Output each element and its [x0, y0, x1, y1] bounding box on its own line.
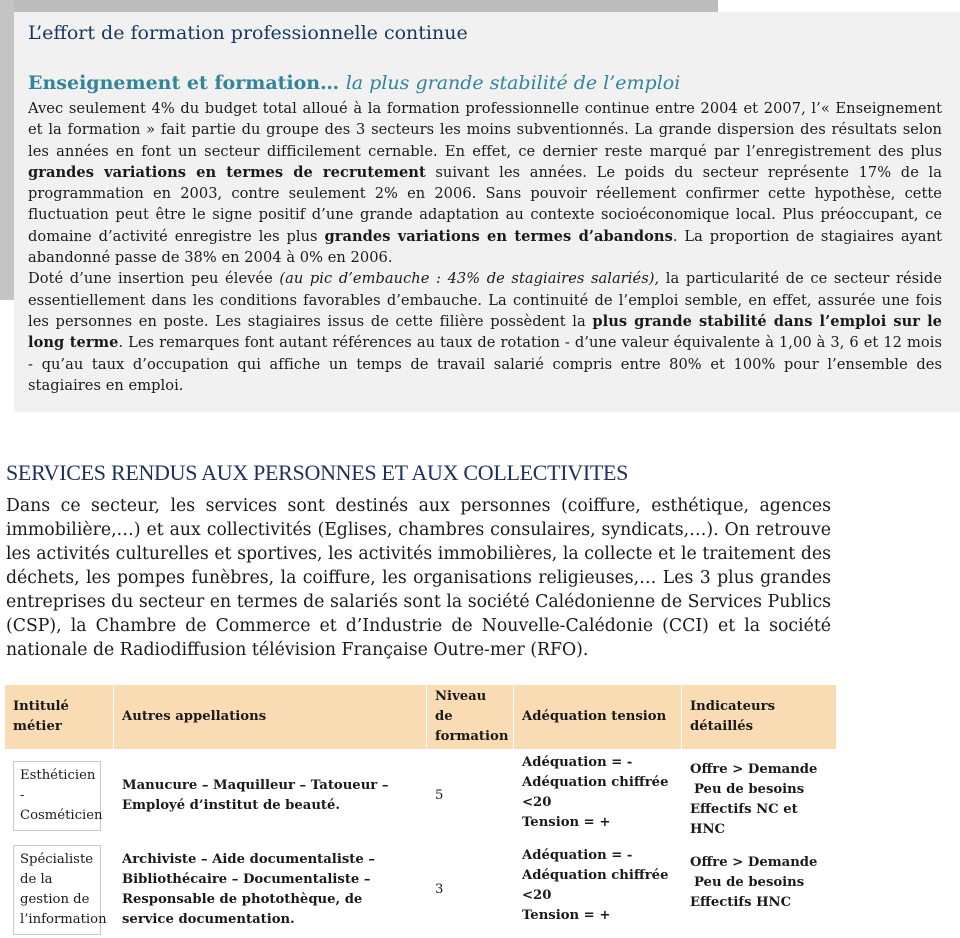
box-paragraph-2 [28, 268, 942, 396]
section-title: SERVICES RENDUS AUX PERSONNES ET AUX COLLECTIVITES [6, 460, 629, 485]
section-paragraph: Dans ce secteur, les services sont destinés aux personnes (coiffure, esthétique, agences immobilière,…) et aux collectivités (Eglises, chambres consulaires, syndicats,…). On retrouve les activités culturelles et sportives, les activités immobilières, la collecte et le traitement des déchets, les pompes funèbres, la coiffure, les organisations religieuses,… Les 3 plus grandes entreprises du secteur en termes de salariés sont la société Calédonienne de Services Publics (CSP), la Chambre de Commerce et d’Industrie de Nouvelle-Calédonie (CCI) et la société nationale de Radiodiffusion télévision Française Outre-mer (RFO). [6, 496, 831, 660]
box-subtitle [28, 70, 942, 96]
cell-niveau: 3 [427, 843, 514, 938]
besoins-line: Peu de besoins [694, 782, 805, 797]
table-row [5, 750, 837, 843]
subtitle-italic: la plus grande stabilité de l’emploi [345, 72, 681, 94]
header-appellations: Autres appellations [114, 685, 427, 750]
header-indicateurs: Indicateurs détaillés [682, 685, 837, 750]
cell-niveau: 5 [427, 750, 514, 843]
metier-box: Esthéticien - Cosméticien [13, 761, 101, 831]
box-top-strip [0, 0, 718, 12]
table-header-row [5, 685, 837, 750]
header-niveau: Niveau de formation [427, 685, 514, 750]
p1-bold: grandes variations en termes de recrutement [28, 163, 426, 181]
cell-indicateurs [682, 843, 837, 938]
p2-bold: plus grande stabilité dans l’emploi sur le long terme [28, 312, 943, 352]
subtitle-bold: Enseignement et formation… [28, 72, 346, 94]
p2-end: . Les remarques font autant références au taux de rotation - d’une valeur équivalente à 1,00 à 3, 6 et 12 mois - qu’au taux d’occupation qui affiche un temps de travail salarié compris entre 80% et 100% pour l’ensemble des stagiaires en emploi. [28, 334, 942, 394]
effectifs-line: Effectifs HNC [690, 895, 792, 910]
cell-metier [5, 750, 114, 843]
effectifs-line: Effectifs NC et HNC [690, 802, 798, 837]
p2-mid: la particularité de ce secteur réside essentiellement dans les conditions favorables d’embauche. La continuité de l’emploi semble, en effet, assurée une fois les personnes en poste. Les stagiaires issus de cette filière possèdent la [28, 270, 943, 330]
p2-italic: (au pic d’embauche : 43% de stagiaires salariés), [279, 270, 660, 288]
cell-metier [5, 843, 114, 938]
cell-appellations: Manucure – Maquilleur – Tatoueur – Employé d’institut de beauté. [114, 750, 427, 843]
cell-adequation [514, 843, 682, 938]
box-left-strip [0, 0, 14, 300]
cell-adequation [514, 750, 682, 843]
offre-demande-line: Offre > Demande [690, 762, 818, 777]
p1-text: Avec seulement 4% du budget total alloué à la formation professionnelle continue entre 2004 et 2007, l’« Enseignement et la formation » fait partie du groupe des 3 secteurs les moins subventionnés. La grande dispersion des résultats selon les années en font un secteur difficilement cernable. En effet, ce dernier reste marqué par l’enregistrement des plus [28, 100, 942, 160]
p1-end2: . La proportion de stagiaires ayant abandonné passe de 38% en 2004 à 0% en 2006. [28, 227, 942, 267]
tension-line: Tension = + [522, 815, 611, 830]
cell-indicateurs [682, 750, 837, 843]
adequation-chiffree-line: Adéquation chiffrée <20 [522, 775, 669, 810]
adequation-chiffree-line: Adéquation chiffrée <20 [522, 868, 669, 903]
metier-box: Spécialiste de la gestion de l’information [13, 845, 101, 935]
offre-demande-line: Offre > Demande [690, 855, 818, 870]
box-paragraph-1 [28, 98, 942, 268]
box-title: L’effort de formation professionnelle continue [28, 22, 468, 44]
adequation-line: Adéquation = - [522, 848, 633, 863]
training-effort-box [14, 12, 960, 412]
cell-appellations: Archiviste – Aide documentaliste – Bibliothécaire – Documentaliste – Responsable de photothèque, de service documentation. [114, 843, 427, 938]
p1-end: suivant les années. Le poids du secteur représente 17% de la programmation en 2003, contre seulement 2% en 2006. Sans pouvoir réellement confirmer cette hypothèse, cette fluctuation peut être le signe positif d’une grande adaptation au contexte socioéconomique local. Plus préoccupant, ce domaine d’activité enregistre les plus [28, 163, 942, 245]
p2-start: Doté d’une insertion peu élevée [28, 270, 280, 288]
tension-line: Tension = + [522, 908, 611, 923]
besoins-line: Peu de besoins [694, 875, 805, 890]
header-adequation: Adéquation tension [514, 685, 682, 750]
table-row [5, 843, 837, 938]
header-metier: Intitulé métier [5, 685, 114, 750]
jobs-table [4, 684, 837, 938]
adequation-line: Adéquation = - [522, 755, 633, 770]
p1-bold2: grandes variations en termes d’abandons [324, 227, 673, 245]
